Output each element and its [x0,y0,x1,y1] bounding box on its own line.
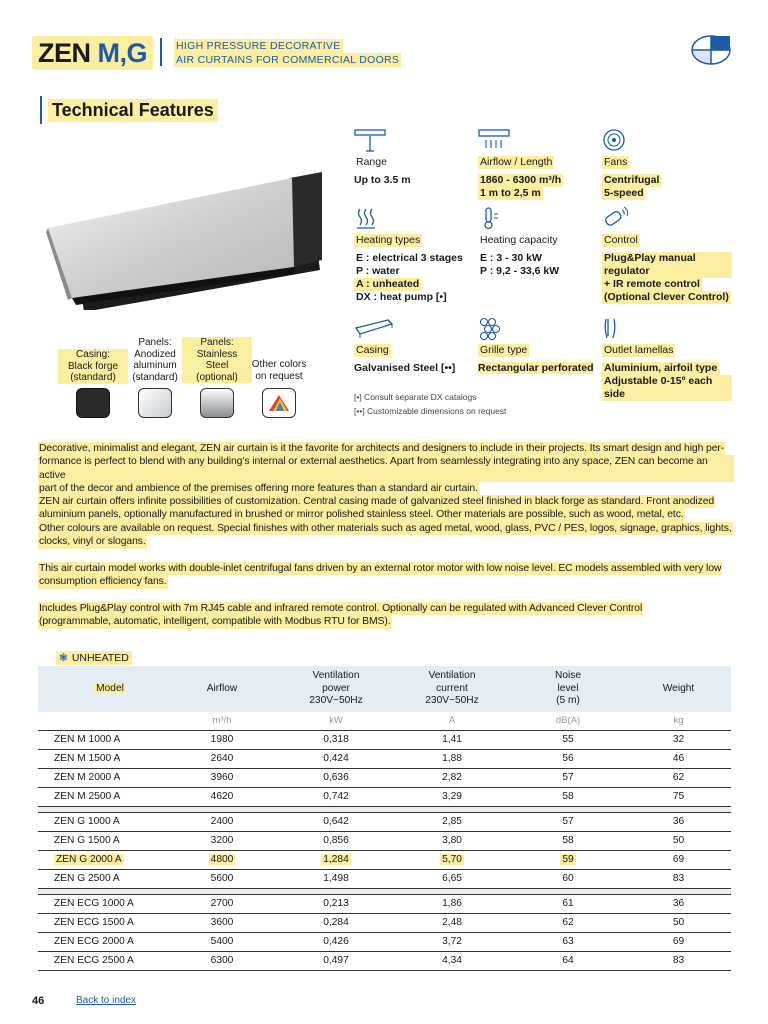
unheated-label: ❃ UNHEATED [56,651,132,665]
table-cell: 5400 [166,932,278,951]
table-cell: 0,642 [278,812,394,831]
finish-anodized-aluminum: Panels: Anodized aluminum (standard) [132,337,178,383]
grille-icon [478,316,512,340]
table-cell: 60 [510,869,626,888]
paragraph-control: Includes Plug&Play control with 7m RJ45 cable and infrared remote control. Optionally can be regulated with Advanced Clever Control (programmable, automatic, intelligent, compatible with Modbus RTU for BMS). [39,603,643,628]
feature-fans: Fans Centrifugal 5-speed [602,128,732,200]
table-cell: 5,70 [394,850,510,869]
table-cell: 3,29 [394,787,510,806]
table-cell: 3,80 [394,831,510,850]
air-curtain-product-image [40,120,340,310]
table-cell: 64 [510,951,626,970]
table-cell: 69 [626,850,731,869]
table-cell: 2,48 [394,913,510,932]
table-cell: 57 [510,812,626,831]
table-cell: 2,82 [394,768,510,787]
fan-small-icon: ❃ [59,652,68,664]
specs-table [38,666,731,971]
table-cell: 1,498 [278,869,394,888]
table-cell: 2640 [166,749,278,768]
table-cell: 0,213 [278,894,394,913]
table-cell: 36 [626,894,731,913]
back-to-index-link[interactable]: Back to index [76,995,137,1006]
table-header-row [38,666,731,712]
table-cell: ZEN M 2500 A [38,787,166,806]
header-divider [160,38,162,66]
table-cell: 6300 [166,951,278,970]
note-dx: [•] Consult separate DX catalogs [354,392,477,402]
table-cell: 1,41 [394,730,510,749]
paragraph-customization: ZEN air curtain offers infinite possibilities of customization. Central casing made of galvanized steel finished in black forge as standard. Front anodized aluminium panels, optionally manufactured in brushed or mirror polished stainless steel. Other materials are possible, such as wood, metal, etc. Other colours are available on request. Special finishes with other materials such as aged metal, wood, glass, PVC / PES, logos, signage, graphics, lights, clocks, vinyl or slogans. [39,496,732,548]
feature-airflow: Airflow / Length 1860 - 6300 m³/h 1 m to 2,5 m [478,128,608,200]
table-row [38,951,731,970]
airflow-icon [478,128,512,152]
header-power: Ventilation power 230V~50Hz [278,666,394,712]
table-cell: 0,284 [278,913,394,932]
remote-control-icon [602,206,636,230]
header-tagline [174,39,401,67]
logo-suffix: M,G [97,38,148,68]
tagline-line-1: HIGH PRESSURE DECORATIVE [176,40,341,52]
table-cell: 2700 [166,894,278,913]
table-cell: 58 [510,787,626,806]
table-cell: 1,88 [394,749,510,768]
table-cell: 1,284 [278,850,394,869]
section-title: Technical Features [48,99,218,122]
feature-heating-types: Heating types E : electrical 3 stages P : water A : unheated DX : heat pump [•] [354,206,484,304]
feature-outlet-lamellas: Outlet lamellas Aluminium, airfoil type Adjustable 0-15º each side [602,316,732,401]
table-cell: 50 [626,831,731,850]
table-cell: 83 [626,869,731,888]
table-row [38,749,731,768]
paragraph-fans: This air curtain model works with double-inlet centrifugal fans driven by an external rotor motor with low noise level. EC models assembled with very low consumption efficiency fans. [39,563,722,588]
swatch-anodized-aluminum [138,388,172,418]
table-cell: 46 [626,749,731,768]
table-cell: ZEN ECG 2000 A [38,932,166,951]
table-units-row: m³/h kW A dB(A) kg [38,712,731,730]
swatch-black-forge [76,388,110,418]
table-cell: 0,636 [278,768,394,787]
feature-heating-capacity: Heating capacity E : 3 - 30 kW P : 9,2 - 33,6 kW [478,206,608,278]
table-cell: 3600 [166,913,278,932]
table-row [38,768,731,787]
table-cell: 4800 [166,850,278,869]
feature-range: Range Up to 3.5 m [354,128,484,187]
table-cell: 36 [626,812,731,831]
table-cell: 57 [510,768,626,787]
table-cell: ZEN ECG 1000 A [38,894,166,913]
table-cell: ZEN ECG 1500 A [38,913,166,932]
table-cell: 62 [510,913,626,932]
table-cell: 2400 [166,812,278,831]
table-cell: 3960 [166,768,278,787]
header-current: Ventilation current 230V~50Hz [394,666,510,712]
table-cell: 0,426 [278,932,394,951]
table-cell: 32 [626,730,731,749]
table-cell: 5600 [166,869,278,888]
table-cell: 2,85 [394,812,510,831]
table-cell: 3200 [166,831,278,850]
finish-stainless-steel: Panels: Stainless Steel (optional) [182,337,252,383]
table-cell: 63 [510,932,626,951]
finish-other-colors: Other colors on request [251,359,307,382]
lamella-icon [602,316,636,340]
table-cell: 0,742 [278,787,394,806]
table-cell: ZEN M 1500 A [38,749,166,768]
table-cell: 1,86 [394,894,510,913]
table-cell: 1980 [166,730,278,749]
table-cell: 6,65 [394,869,510,888]
table-cell: 83 [626,951,731,970]
table-row [38,913,731,932]
casing-icon [354,316,394,340]
table-cell: ZEN G 1500 A [38,831,166,850]
range-icon [354,128,388,152]
paragraph-intro: Decorative, minimalist and elegant, ZEN air curtain is it the favorite for architects and designers to include in their projects. Its smart design and high per- formance is perfect to blend with any building’s internal or external aesthetics. Apart from seamlessly integrating into any space, ZEN can become an active part of the decor and ambience of the premises offering more features than a standard air curtain. [38,442,734,496]
header-noise: Noise level (5 m) [510,666,626,712]
table-cell: 0,856 [278,831,394,850]
table-cell: 58 [510,831,626,850]
table-cell: 4,34 [394,951,510,970]
fan-icon [602,128,636,152]
table-cell: 56 [510,749,626,768]
table-cell: ZEN ECG 2500 A [38,951,166,970]
header-model: Model [38,666,166,712]
table-cell: 0,424 [278,749,394,768]
page-number: 46 [32,995,45,1007]
table-cell: 62 [626,768,731,787]
table-row [38,850,731,869]
header-airflow: Airflow [166,666,278,712]
table-row [38,894,731,913]
table-cell: 55 [510,730,626,749]
table-cell: 4620 [166,787,278,806]
table-cell: ZEN G 2000 A [38,850,166,869]
table-cell: 0,497 [278,951,394,970]
header-weight: Weight [626,666,731,712]
product-logo [32,36,153,70]
table-row [38,932,731,951]
brand-logo-icon [690,34,732,66]
tagline-line-2: AIR CURTAINS FOR COMMERCIAL DOORS [176,54,400,66]
table-cell: 75 [626,787,731,806]
table-cell: ZEN G 2500 A [38,869,166,888]
table-body [38,730,731,970]
table-row [38,812,731,831]
table-row [38,831,731,850]
table-row [38,730,731,749]
logo-prefix: ZEN [38,38,91,68]
thermometer-icon [478,206,512,230]
color-palette-icon [263,389,297,419]
table-cell: ZEN M 1000 A [38,730,166,749]
feature-casing: Casing Galvanised Steel [••] [354,316,484,375]
feature-control: Control Plug&Play manual regulator + IR remote control (Optional Clever Control) [602,206,732,304]
table-cell: 69 [626,932,731,951]
swatch-stainless-steel [200,388,234,418]
note-dimensions: [••] Customizable dimensions on request [354,406,507,416]
table-cell: 0,318 [278,730,394,749]
swatch-other-colors [262,388,296,418]
feature-grille-type: Grille type Rectangular perforated [478,316,608,375]
table-cell: 61 [510,894,626,913]
table-cell: 3,72 [394,932,510,951]
table-row [38,787,731,806]
table-cell: ZEN G 1000 A [38,812,166,831]
table-cell: ZEN M 2000 A [38,768,166,787]
table-row [38,869,731,888]
finish-black-forge: Casing: Black forge (standard) [58,349,128,384]
heating-icon [354,206,388,230]
table-cell: 50 [626,913,731,932]
table-cell: 59 [510,850,626,869]
